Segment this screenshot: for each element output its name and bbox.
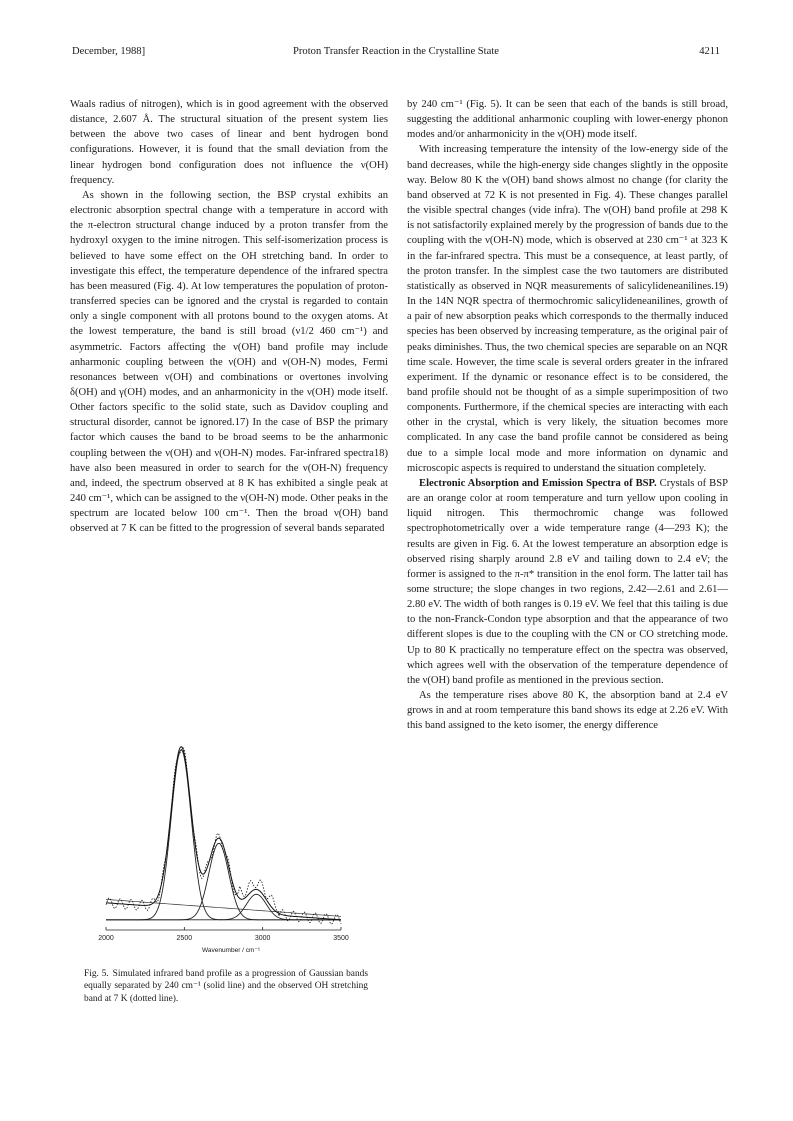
figure-caption [84,968,368,1005]
left-paragraph-2: As shown in the following section, the BSP crystal exhibits an electronic absorption spectral change with a temperature in accord with the π-electron structural change induced by a proton transfer from the hydroxyl oxygen to the imine nitrogen. This self-isomerization process is believed to have some effect on the OH stretching band. In order to investigate this effect, the temperature dependence of the infrared spectra has been measured (Fig. 4). At low temperatures the population of proton-transferred species can be ignored and the crystal is regarded to contain only a single component with all protons bound to the oxygen atoms. At the lowest temperature, the band is still broad (ν1/2 460 cm⁻¹) and asymmetric. Factors affecting the ν(OH) band profile may include anharmonic coupling between the ν(OH) and ν(OH-N) modes, Fermi resonances between ν(OH) and combinations or overtones involving δ(OH) and γ(OH) modes, and an anharmonicity in the ν(OH) mode itself. Other factors specific to the solid state, such as Davidov coupling and structural disorder, cannot be ignored.17) In the case of BSP the primary factor which causes the band to be broad seems to be the anharmonic coupling between the ν(OH) and ν(OH-N) modes. Far-infrared spectra18) have also been measured in order to search for the ν(OH-N) frequency and, indeed, the spectrum observed at 8 K has exhibited a single peak at 240 cm⁻¹, which can be assigned to the ν(OH-N) mode. Other peaks in the spectrum are located below 100 cm⁻¹. Then the broad ν(OH) band observed at 7 K can be fitted to the progression of several bands separated [70,189,388,535]
caption-label: Fig. 5. [84,969,109,979]
x-axis-label: Wavenumber / cm⁻¹ [201,947,261,954]
x-tick-label: 2500 [176,935,193,942]
baseline-line [106,899,341,916]
right-paragraph-4: As the temperature rises above 80 K, the absorption band at 2.4 eV grows in and at room temperature this band shows its edge at 2.26 eV. With this band assigned to the keto isomer, the energy difference [407,690,728,732]
caption-text: Simulated infrared band profile as a progression of Gaussian bands equally separated by 240 cm⁻¹ (solid line) and the observed OH stretching band at 7 K (dotted line). [84,969,368,1004]
page-number: 4211 [699,46,720,57]
right-paragraph-2: With increasing temperature the intensity of the low-energy side of the band decreases, while the high-energy side changes slightly in the opposite way. Below 80 K the ν(OH) band shows almost no change (for clarity the band observed at 72 K is not presented in Fig. 4). These changes parallel the visible spectral changes (vide infra). The ν(OH) band profile at 298 K is not satisfactorily explained merely by the progression of bands due to the coupling with the ν(OH-N) mode, which is observed at 230 cm⁻¹ at 323 K in the far-infrared spectra. This must be a consequence, at least partly, of the proton transfer. In the simplest case the two tautomers are distributed statistically as observed in NQR measurements of salicylideneanilines.19) In the 14N NQR spectra of thermochromic salicylideneanilines, growth of a pair of new absorption peaks which corresponds to the thermally induced species has been observed by increasing temperature, as the original pair of peaks diminishes. Thus, the two chemical species are separable on an NQR time scale. However, the time scale is several orders greater in the infrared experiment. If the dynamic or resonance effect is to be considered, the band profile should not be thought of as a simple superimposition of two components. Furthermore, if the chemical species are interacting with each other in the crystal, which is very likely, the situation becomes more complicated. In any case the band profile cannot be considered as being due to a simple local mode and more information on dynamic and microscopic aspects is required to understand the situation completely. [407,144,728,474]
gaussian-component-2 [106,843,341,920]
gaussian-component-1 [106,750,341,920]
section-body: Crystals of BSP are an orange color at room temperature and turn yellow upon cooling in liquid nitrogen. This thermochromic change was followed spectrophotometrically over a wide temperature range (4—293 K); the results are given in Fig. 6. At the lowest temperature an absorption edge is observed rising sharply around 2.8 eV and tailing down to 2.4 eV; the former is assigned to the π-π* transition in the enol form. The latter tail has some structure; the slope changes in two regions, 2.42—2.61 and 2.61—2.80 eV. The width of both ranges is 0.19 eV. We feel that this tailing is due to the non-Franck-Condon type absorption and that the appearance of two different slopes is due to the coupling with the CN or CO stretching mode. Up to 80 K practically no temperature effect on the spectra was observed, which agrees well with the observation of the temperature dependence of the ν(OH) band profile as mentioned in the previous section. [407,477,728,686]
x-tick-label: 3500 [333,935,349,942]
right-column [407,97,728,734]
observed-dotted-line [106,748,341,924]
ir-band-plot [96,720,366,945]
x-tick-label: 3000 [254,935,271,942]
figure-5 [96,720,366,960]
page-header [72,46,720,62]
journal-date: December, 1988] [72,46,146,57]
right-paragraph-3 [407,476,728,688]
left-column [70,97,388,537]
left-paragraph-1: Waals radius of nitrogen), which is in good agreement with the observed distance, 2.607 Å. The structural situation of the present system lies between the above two cases of linear and bent hydrogen bond configurations. However, it is found that the small deviation from the linear hydrogen bond configuration does not influence the ν(OH) frequency. [70,99,388,186]
section-heading: Electronic Absorption and Emission Spectra of BSP. [419,477,657,489]
gaussian-component-3 [106,894,341,920]
running-title: Proton Transfer Reaction in the Crystalline State [293,46,499,57]
simulated-sum-line [106,747,341,920]
right-paragraph-1: by 240 cm⁻¹ (Fig. 5). It can be seen that each of the bands is still broad, suggesting the additional anharmonic coupling with lower-energy phonon modes and/or anharmonicity in the ν(OH) mode itself. [407,99,728,141]
x-tick-label: 2000 [98,935,114,942]
